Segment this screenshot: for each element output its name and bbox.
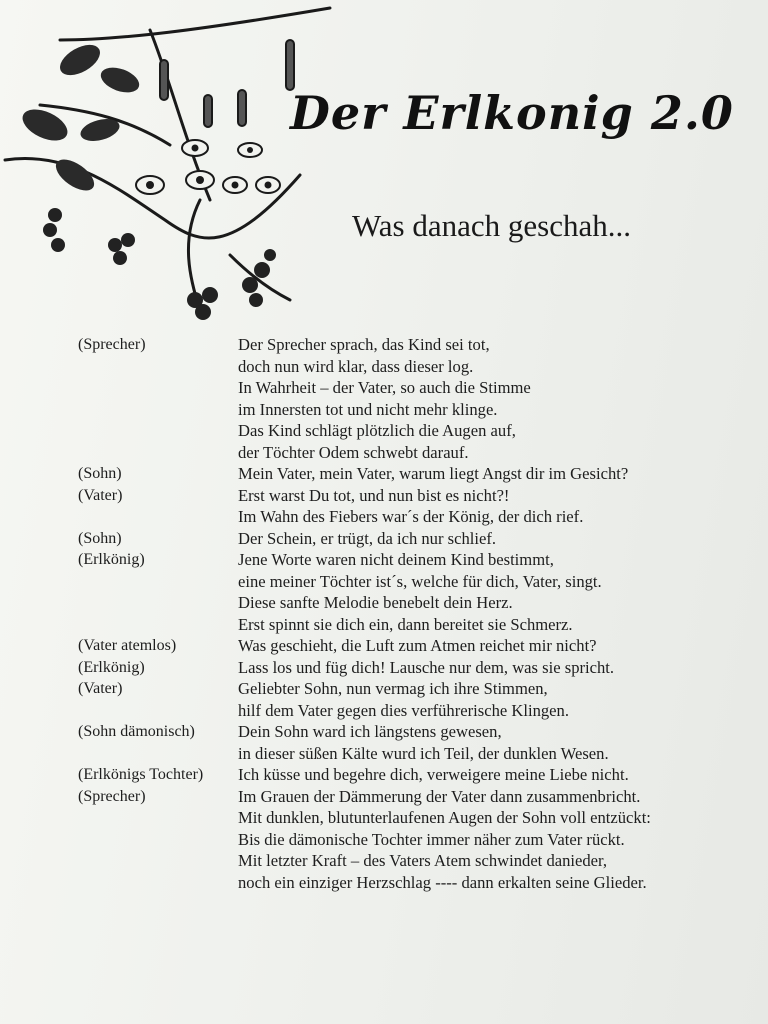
verse-text: Diese sanfte Melodie benebelt dein Herz. xyxy=(238,593,513,612)
verse-text: eine meiner Töchter ist´s, welche für dich, Vater, singt. xyxy=(238,571,602,591)
poem-line xyxy=(78,506,738,528)
speaker-label xyxy=(78,743,238,765)
page-subtitle: Was danach geschah... xyxy=(352,208,631,243)
poem-line xyxy=(78,420,738,442)
poem-line xyxy=(78,549,738,571)
verse-text: Mit letzter Kraft – des Vaters Atem schwindet danieder, xyxy=(238,851,608,870)
verse-text: der Töchter Odem schwebt darauf. xyxy=(238,442,469,462)
verse-text: Das Kind schlägt plötzlich die Augen auf, xyxy=(238,421,516,440)
verse-text: Bis die dämonische Tochter immer näher zum Vater rückt. xyxy=(238,829,625,849)
poem-line xyxy=(78,334,738,356)
poem-line xyxy=(78,463,738,485)
poem-line xyxy=(78,743,738,765)
poem-line xyxy=(78,528,738,550)
verse-text: Jene Worte waren nicht deinem Kind bestimmt, xyxy=(238,550,554,569)
speaker-label: (Sprecher) xyxy=(78,336,146,353)
speaker-label: (Erlkönigs Tochter) xyxy=(78,766,204,783)
verse-text: Mit dunklen, blutunterlaufenen Augen der Sohn voll entzückt: xyxy=(238,808,651,827)
verse-text: Erst warst Du tot, und nun bist es nicht?! xyxy=(238,485,510,505)
verse-text: Erst spinnt sie dich ein, dann bereitet sie Schmerz. xyxy=(238,614,573,634)
poem-line xyxy=(78,657,738,679)
poem-line xyxy=(78,635,738,657)
poem-line xyxy=(78,377,738,399)
speaker-label xyxy=(78,614,238,636)
speaker-label: (Vater) xyxy=(78,680,123,697)
speaker-label xyxy=(78,420,238,442)
page-title: Der Erlkonig 2.0 xyxy=(290,86,734,140)
tree-branch-illustration xyxy=(0,0,340,330)
poem-line xyxy=(78,872,738,894)
verse-text: Mein Vater, mein Vater, warum liegt Angst dir im Gesicht? xyxy=(238,464,629,483)
speaker-label xyxy=(78,356,238,378)
poem-line xyxy=(78,700,738,722)
verse-text: Der Schein, er trügt, da ich nur schlief. xyxy=(238,528,497,548)
verse-text: doch nun wird klar, dass dieser log. xyxy=(238,356,474,376)
poem-line xyxy=(78,678,738,700)
speaker-label xyxy=(78,807,238,829)
poem-line xyxy=(78,592,738,614)
speaker-label xyxy=(78,571,238,593)
poem-line xyxy=(78,571,738,593)
poem-line xyxy=(78,399,738,421)
verse-text: hilf dem Vater gegen dies verführerische Klingen. xyxy=(238,700,569,720)
speaker-label: (Sprecher) xyxy=(78,787,146,805)
poem-line xyxy=(78,485,738,507)
verse-text: Der Sprecher sprach, das Kind sei tot, xyxy=(238,335,490,354)
speaker-label: (Sohn dämonisch) xyxy=(78,723,195,740)
poem-line xyxy=(78,721,738,743)
speaker-label xyxy=(78,442,238,464)
speaker-label xyxy=(78,592,238,614)
speaker-label xyxy=(78,506,238,528)
poem-line xyxy=(78,807,738,829)
speaker-label xyxy=(78,399,238,421)
verse-text: im Innersten tot und nicht mehr klinge. xyxy=(238,399,498,419)
speaker-label: (Erlkönig) xyxy=(78,551,145,568)
verse-text: Was geschieht, die Luft zum Atmen reichet mir nicht? xyxy=(238,636,597,655)
poem-line xyxy=(78,829,738,851)
verse-text: noch ein einziger Herzschlag ---- dann erkalten seine Glieder. xyxy=(238,872,647,892)
verse-text: In Wahrheit – der Vater, so auch die Stimme xyxy=(238,378,531,397)
verse-text: Im Wahn des Fiebers war´s der König, der dich rief. xyxy=(238,507,584,526)
verse-text: Geliebter Sohn, nun vermag ich ihre Stimmen, xyxy=(238,679,548,698)
poem-text xyxy=(78,334,738,893)
poem-line xyxy=(78,356,738,378)
speaker-label xyxy=(78,700,238,722)
verse-text: Lass los und füg dich! Lausche nur dem, was sie spricht. xyxy=(238,657,615,677)
speaker-label: (Vater atemlos) xyxy=(78,637,177,654)
poem-line xyxy=(78,614,738,636)
poem-line xyxy=(78,850,738,872)
verse-text: Ich küsse und begehre dich, verweigere meine Liebe nicht. xyxy=(238,765,629,784)
poem-line xyxy=(78,442,738,464)
speaker-label: (Erlkönig) xyxy=(78,658,145,676)
verse-text: Im Grauen der Dämmerung der Vater dann zusammenbricht. xyxy=(238,786,641,806)
verse-text: in dieser süßen Kälte wurd ich Teil, der dunklen Wesen. xyxy=(238,743,609,763)
speaker-label: (Sohn) xyxy=(78,529,122,547)
speaker-label xyxy=(78,377,238,399)
speaker-label xyxy=(78,829,238,851)
speaker-label xyxy=(78,872,238,894)
speaker-label: (Vater) xyxy=(78,486,123,504)
speaker-label xyxy=(78,850,238,872)
verse-text: Dein Sohn ward ich längstens gewesen, xyxy=(238,722,502,741)
poem-line xyxy=(78,786,738,808)
speaker-label: (Sohn) xyxy=(78,465,122,482)
poem-line xyxy=(78,764,738,786)
